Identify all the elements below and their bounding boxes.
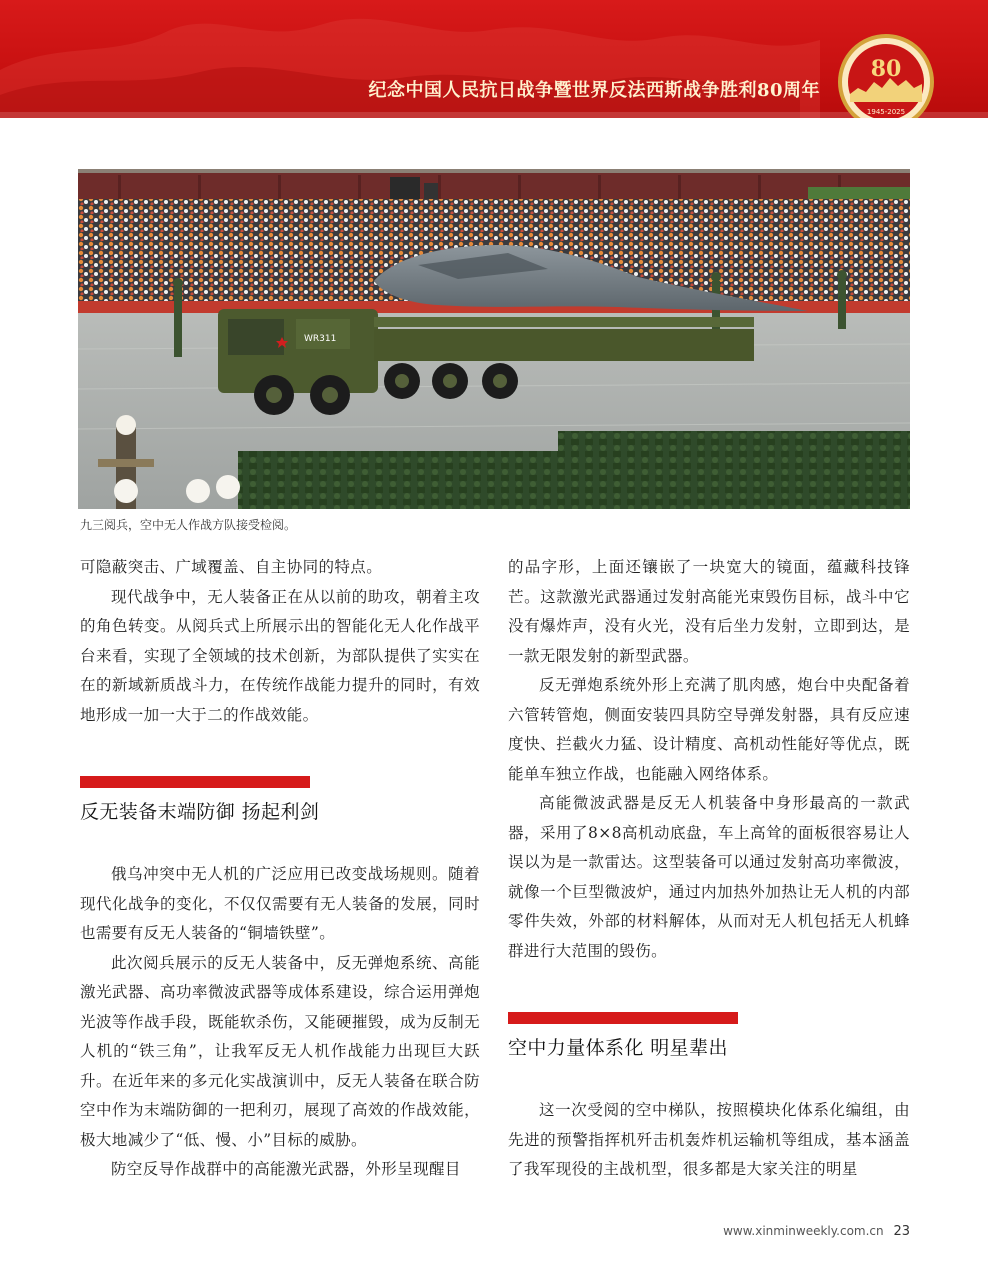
paragraph: 这一次受阅的空中梯队，按照模块化体系化编组，由先进的预警指挥机歼击机轰炸机运输机等组成，基本涵盖了我军现役的主战机型，很多都是大家关注的明星 [508, 1101, 910, 1178]
section-divider-bar [80, 776, 310, 788]
emblem-number: 80 [870, 56, 902, 82]
photo-caption: 九三阅兵，空中无人作战方队接受检阅。 [80, 518, 297, 532]
header-banner [0, 0, 988, 118]
emblem-years: 1945-2025 [866, 108, 906, 116]
paragraph: 此次阅兵展示的反无人装备中，反无弹炮系统、高能激光武器、高功率微波武器等成体系建设，综合运用弹炮光波等作战手段，既能软杀伤，又能硬摧毁，成为反制无人机的“铁三角”，让我军反无人机作战能力出现巨大跃升。在近年来的多元化实战演训中，反无人装备在联合防空中作为末端防御的一把利刃，展现了高效的作战效能，极大地减少了“低、慢、小”目标的威胁。 [80, 953, 480, 1149]
parade-illustration [78, 169, 910, 509]
page-number: 23 [893, 1224, 910, 1239]
paragraph: 防空反导作战群中的高能激光武器，外形呈现醒目 [111, 1160, 461, 1178]
paragraph: 现代战争中，无人装备正在从以前的助攻，朝着主攻的角色转变。从阅兵式上所展示出的智能化无人化作战平台来看，实现了全领域的技术创新，为部队提供了实实在在的新域新质战斗力，在传统作战能力提升的同时，有效地形成一加一大于二的作战效能。 [80, 587, 480, 724]
paragraph: 反无弹炮系统外形上充满了肌肉感，炮台中央配备着六管转管炮，侧面安装四具防空导弹发射器，具有反应速度快、拦截火力猛、设计精度、高机动性能好等优点，既能单车独立作战，也能融入网络体系。 [508, 676, 910, 783]
footer-url: www.xinminweekly.com.cn [723, 1224, 884, 1238]
section-heading: 反无装备末端防御 扬起利剑 [80, 801, 320, 823]
left-column [80, 553, 480, 1185]
anniversary-emblem-icon [836, 32, 936, 118]
paragraph: 的品字形，上面还镶嵌了一块宽大的镜面，蕴藏科技锋芒。这款激光武器通过发射高能光束毁伤目标，战斗中它没有爆炸声，没有火光，没有后坐力发射，立即到达，是一款无限发射的新型武器。 [508, 558, 910, 665]
section-divider-bar [508, 1012, 738, 1024]
section-heading: 空中力量体系化 明星辈出 [508, 1037, 728, 1059]
vehicle-code: WR311 [304, 334, 337, 344]
right-column [508, 553, 910, 1185]
paragraph: 高能微波武器是反无人机装备中身形最高的一款武器，采用了8×8高机动底盘，车上高耸的面板很容易让人误以为是一款雷达。这型装备可以通过发射高功率微波，就像一个巨型微波炉，通过内加热外加热让无人机的内部零件失效，外部的材料解体，从而对无人机包括无人机蜂群进行大范围的毁伤。 [508, 794, 910, 960]
paragraph: 可隐蔽突击、广域覆盖、自主协同的特点。 [80, 558, 383, 576]
parade-photo [78, 169, 910, 509]
paragraph: 俄乌冲突中无人机的广泛应用已改变战场规则。随着现代化战争的变化，不仅仅需要有无人装备的发展，同时也需要有反无人装备的“铜墙铁壁”。 [80, 865, 480, 942]
page-footer [723, 1224, 910, 1239]
header-title: 纪念中国人民抗日战争暨世界反法西斯战争胜利80周年 [368, 80, 820, 101]
